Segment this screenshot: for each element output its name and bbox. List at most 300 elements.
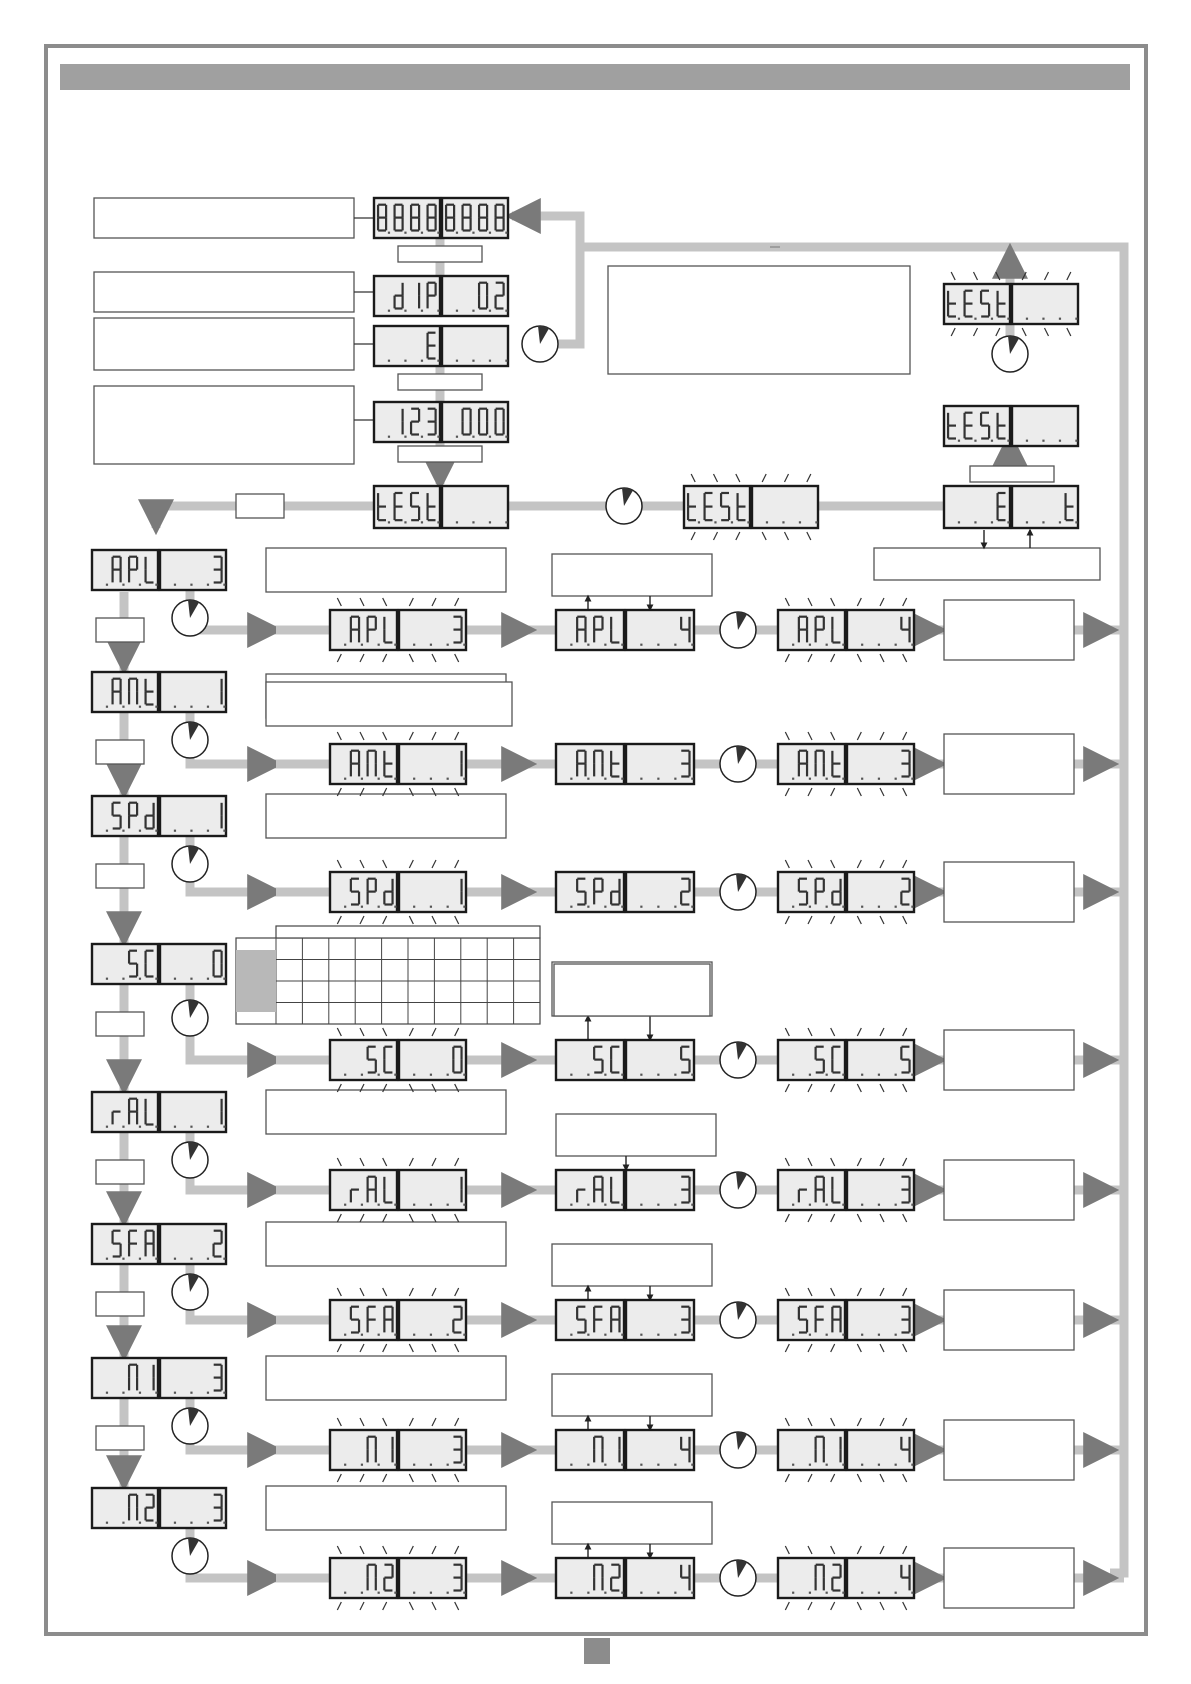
segment-a	[351, 1306, 359, 1308]
segment-e	[947, 426, 949, 439]
decimal-point	[792, 778, 794, 780]
display-e	[374, 326, 508, 366]
decimal-point	[570, 906, 572, 908]
ray	[337, 654, 341, 662]
decimal-point	[974, 318, 976, 320]
segment-c	[988, 426, 990, 439]
segment-d	[738, 519, 746, 521]
segment-b	[460, 1307, 462, 1320]
display-panel	[442, 486, 508, 528]
decimal-point	[911, 1464, 913, 1466]
ray	[808, 1158, 812, 1166]
segment-f	[367, 1565, 369, 1578]
segment-d	[368, 1071, 376, 1073]
decimal-point	[430, 644, 432, 646]
ray	[785, 1158, 789, 1166]
segment-f	[367, 1047, 369, 1060]
segment-g	[384, 891, 392, 893]
decimal-point	[421, 232, 423, 234]
segment-f	[426, 493, 428, 506]
ray	[337, 1158, 341, 1166]
segment-d	[463, 433, 471, 435]
decimal-point	[472, 521, 474, 523]
decimal-point	[958, 318, 960, 320]
segment-b	[435, 205, 437, 218]
decimal-point	[139, 584, 141, 586]
segment-b	[823, 751, 825, 764]
segment-d	[428, 229, 436, 231]
segment-a	[816, 1176, 824, 1178]
decimal-point	[122, 1522, 124, 1524]
ray	[360, 598, 364, 606]
decimal-point	[766, 521, 768, 523]
segment-f	[798, 751, 800, 764]
segment-a	[479, 282, 487, 284]
segment-f	[1064, 493, 1066, 506]
segment-a	[129, 1364, 137, 1366]
ray	[903, 598, 907, 606]
segment-g	[384, 763, 392, 765]
segment-e	[593, 1320, 595, 1333]
segment-a	[901, 750, 909, 752]
segment-b	[601, 617, 603, 630]
decimal-point	[861, 1464, 863, 1466]
segment-a	[411, 408, 419, 410]
decimal-point	[344, 778, 346, 780]
segment-b	[460, 879, 462, 892]
ray	[857, 598, 861, 606]
decimal-point	[958, 440, 960, 442]
decimal-point	[657, 1204, 659, 1206]
display-saved-rAL	[778, 1170, 914, 1210]
segment-c	[136, 1112, 138, 1125]
segment-c	[435, 218, 437, 231]
decimal-point	[640, 778, 642, 780]
segment-e	[367, 1190, 369, 1203]
ray	[785, 1028, 789, 1036]
decimal-point	[447, 1464, 449, 1466]
segment-g	[594, 1189, 602, 1191]
segment-c	[688, 1450, 690, 1463]
segment-e	[815, 1320, 817, 1333]
display-panel	[752, 486, 818, 528]
segment-d	[384, 775, 392, 777]
segment-e	[815, 892, 817, 905]
segment-d	[832, 641, 840, 643]
decimal-point	[106, 830, 108, 832]
decimal-point	[1007, 440, 1009, 442]
ray	[831, 788, 835, 796]
segment-b	[221, 951, 223, 964]
exit-desc-box	[874, 548, 1100, 580]
segment-e	[478, 296, 480, 309]
decimal-point	[792, 1204, 794, 1206]
segment-c	[120, 1244, 122, 1257]
segment-g	[901, 891, 909, 893]
decimal-point	[155, 706, 157, 708]
decimal-point	[1007, 318, 1009, 320]
decimal-point	[911, 778, 913, 780]
display-panel	[92, 1092, 158, 1132]
segment-c	[418, 296, 420, 309]
decimal-point	[489, 232, 491, 234]
decimal-point	[1059, 318, 1061, 320]
segment-e	[610, 1578, 612, 1591]
segment-c	[908, 1578, 910, 1591]
segment-a	[368, 1306, 376, 1308]
ray	[903, 1344, 907, 1352]
decimal-point	[640, 1334, 642, 1336]
segment-b	[806, 617, 808, 630]
segment-b	[391, 1565, 393, 1578]
segment-c	[908, 764, 910, 777]
decimal-point	[747, 521, 749, 523]
decimal-point	[1059, 521, 1061, 523]
segment-a	[496, 204, 504, 206]
segment-f	[410, 205, 412, 218]
segment-d	[378, 229, 386, 231]
segment-g	[998, 303, 1006, 305]
decimal-point	[155, 584, 157, 586]
decimal-point	[861, 906, 863, 908]
segment-b	[503, 409, 505, 422]
segment-g	[901, 1449, 909, 1451]
segment-b	[470, 205, 472, 218]
segment-g	[799, 763, 807, 765]
ray	[1022, 272, 1026, 280]
segment-d	[395, 229, 403, 231]
ray	[903, 1474, 907, 1482]
segment-d	[496, 433, 504, 435]
decimal-point	[106, 1392, 108, 1394]
segment-f	[576, 617, 578, 630]
ray	[360, 1344, 364, 1352]
segment-a	[368, 616, 376, 618]
segment-d	[832, 1071, 840, 1073]
segment-f	[367, 751, 369, 764]
decimal-point	[207, 830, 209, 832]
segment-g	[368, 1059, 376, 1061]
decimal-point	[361, 644, 363, 646]
segment-d	[721, 519, 729, 521]
segment-d	[453, 1589, 461, 1591]
decimal-point	[604, 1204, 606, 1206]
segment-f	[720, 493, 722, 506]
segment-e	[128, 1508, 130, 1521]
segment-g	[681, 1189, 689, 1191]
segment-c	[601, 1060, 603, 1073]
segment-e	[128, 1378, 130, 1391]
segment-a	[453, 1306, 461, 1308]
parameter-table	[236, 926, 540, 1024]
segment-a	[594, 1436, 602, 1438]
ray	[857, 1158, 861, 1166]
segment-a	[594, 1176, 602, 1178]
segment-c	[806, 764, 808, 777]
segment-d	[901, 775, 909, 777]
decimal-point	[792, 1074, 794, 1076]
segment-a	[378, 204, 386, 206]
ray	[360, 916, 364, 924]
segment-c	[460, 1060, 462, 1073]
decimal-point	[447, 1592, 449, 1594]
decimal-point	[842, 778, 844, 780]
segment-f	[144, 1099, 146, 1112]
decimal-point	[394, 1464, 396, 1466]
ray	[409, 860, 413, 868]
decimal-point	[861, 1204, 863, 1206]
ray	[974, 328, 978, 336]
display-test-top	[944, 284, 1078, 324]
segment-d	[681, 1071, 689, 1073]
segment-f	[350, 879, 352, 892]
ray	[409, 1602, 413, 1610]
decimal-point	[447, 1074, 449, 1076]
segment-a	[594, 1306, 602, 1308]
segment-g	[378, 505, 386, 507]
decimal-point	[139, 1258, 141, 1260]
segment-c	[136, 1378, 138, 1391]
segment-a	[594, 750, 602, 752]
decimal-point	[437, 521, 439, 523]
desc-box-1	[94, 198, 354, 238]
segment-d	[411, 229, 419, 231]
decimal-point	[463, 1592, 465, 1594]
segment-a	[146, 950, 154, 952]
segment-e	[393, 507, 395, 520]
decimal-point	[190, 1258, 192, 1260]
decimal-point	[842, 644, 844, 646]
segment-e	[610, 1190, 612, 1203]
decimal-point	[505, 310, 507, 312]
decimal-point	[895, 1464, 897, 1466]
segment-e	[461, 422, 463, 435]
segment-g	[395, 505, 403, 507]
result-box-n2	[944, 1548, 1074, 1608]
segment-c	[823, 1190, 825, 1203]
ray	[360, 1474, 364, 1482]
segment-d	[453, 1461, 461, 1463]
segment-c	[688, 764, 690, 777]
segment-f	[576, 1307, 578, 1320]
segment-b	[601, 1437, 603, 1450]
segment-f	[367, 1307, 369, 1320]
ray	[785, 654, 789, 662]
sc-desc-box	[554, 964, 710, 1016]
knob-top	[522, 326, 558, 362]
segment-f	[445, 205, 447, 218]
ray	[714, 474, 718, 482]
segment-a	[496, 282, 504, 284]
segment-b	[385, 205, 387, 218]
decimal-point	[911, 1204, 913, 1206]
segment-a	[577, 750, 585, 752]
display-saved-Ant	[778, 744, 914, 784]
segment-f	[426, 333, 428, 346]
segment-f	[350, 617, 352, 630]
segment-a	[816, 1306, 824, 1308]
decimal-point	[394, 644, 396, 646]
segment-f	[350, 751, 352, 764]
decimal-point	[463, 1334, 465, 1336]
segment-g	[577, 1319, 585, 1321]
decimal-point	[378, 1592, 380, 1594]
display-panel	[778, 610, 845, 650]
ray	[831, 1158, 835, 1166]
segment-a	[446, 204, 454, 206]
segment-c	[358, 764, 360, 777]
segment-f	[111, 679, 113, 692]
segment-e	[426, 296, 428, 309]
decimal-point	[430, 778, 432, 780]
segment-c	[908, 1060, 910, 1073]
decimal-point	[413, 1464, 415, 1466]
change-desc-box-SFA	[552, 1244, 712, 1286]
decimal-point	[190, 584, 192, 586]
decimal-point	[570, 1334, 572, 1336]
segment-e	[996, 304, 998, 317]
decimal-point	[861, 1334, 863, 1336]
segment-b	[221, 557, 223, 570]
segment-a	[832, 1564, 840, 1566]
decimal-point	[604, 644, 606, 646]
segment-e	[367, 892, 369, 905]
segment-f	[111, 557, 113, 570]
segment-b	[823, 1565, 825, 1578]
decimal-point	[174, 1522, 176, 1524]
display-change-rAL	[556, 1170, 694, 1210]
segment-c	[584, 764, 586, 777]
segment-g	[214, 569, 222, 571]
segment-f	[144, 951, 146, 964]
decimal-point	[570, 778, 572, 780]
segment-g	[901, 763, 909, 765]
ray	[808, 1546, 812, 1554]
ray	[808, 1602, 812, 1610]
segment-b	[601, 1565, 603, 1578]
decimal-point	[587, 644, 589, 646]
segment-g	[998, 425, 1006, 427]
ray	[337, 1602, 341, 1610]
segment-g	[113, 1243, 121, 1245]
decimal-point	[792, 1334, 794, 1336]
segment-c	[584, 630, 586, 643]
ray	[360, 1602, 364, 1610]
decimal-point	[657, 1592, 659, 1594]
decimal-point	[155, 978, 157, 980]
decimal-point	[604, 1074, 606, 1076]
ray	[831, 1546, 835, 1554]
segment-g	[351, 1189, 359, 1191]
info-box	[608, 266, 910, 374]
segment-e	[350, 630, 352, 643]
segment-d	[453, 641, 461, 643]
segment-c	[136, 1508, 138, 1521]
decimal-point	[621, 1592, 623, 1594]
segment-e	[831, 1578, 833, 1591]
segment-c	[221, 816, 223, 829]
display-panel	[778, 1170, 845, 1210]
segment-f	[593, 617, 595, 630]
segment-b	[688, 617, 690, 630]
segment-e	[831, 764, 833, 777]
display-change-SPd	[556, 872, 694, 912]
ray	[432, 1418, 436, 1426]
segment-g	[113, 1111, 121, 1113]
knob-param-SPd	[172, 846, 208, 882]
display-edit-rAL	[330, 1170, 466, 1210]
segment-b	[221, 1099, 223, 1112]
decimal-point	[174, 1258, 176, 1260]
segment-c	[806, 630, 808, 643]
segment-f	[383, 1177, 385, 1190]
ray	[785, 474, 789, 482]
decimal-point	[657, 1334, 659, 1336]
segment-f	[478, 409, 480, 422]
segment-b	[418, 409, 420, 422]
decimal-point	[570, 1204, 572, 1206]
decimal-point	[714, 521, 716, 523]
segment-f	[996, 413, 998, 426]
knob-param-APL	[172, 600, 208, 636]
decimal-point	[640, 644, 642, 646]
segment-c	[153, 1378, 155, 1391]
segment-g	[681, 629, 689, 631]
segment-c	[453, 218, 455, 231]
segment-g	[146, 815, 154, 817]
decimal-point	[826, 644, 828, 646]
segment-e	[963, 426, 965, 439]
decimal-point	[1075, 440, 1077, 442]
decimal-point	[799, 521, 801, 523]
segment-e	[963, 304, 965, 317]
segment-d	[681, 775, 689, 777]
ray	[880, 732, 884, 740]
segment-g	[496, 217, 504, 219]
segment-c	[908, 1190, 910, 1203]
segment-a	[901, 1176, 909, 1178]
decimal-point	[489, 310, 491, 312]
decimal-point	[505, 360, 507, 362]
segment-g	[129, 1111, 137, 1113]
segment-c	[601, 1190, 603, 1203]
segment-d	[611, 775, 619, 777]
segment-e	[212, 964, 214, 977]
segment-d	[214, 1255, 222, 1257]
segment-c	[688, 630, 690, 643]
decimal-point	[207, 584, 209, 586]
segment-e	[610, 1060, 612, 1073]
segment-g	[428, 217, 436, 219]
segment-e	[426, 346, 428, 359]
decimal-point	[792, 1592, 794, 1594]
segment-f	[947, 291, 949, 304]
ray	[808, 1288, 812, 1296]
segment-f	[494, 409, 496, 422]
display-saved-APL	[778, 610, 914, 650]
label-param-SPd	[96, 864, 144, 888]
param-desc-box-SPd	[266, 794, 506, 838]
segment-g	[411, 217, 419, 219]
ray	[432, 654, 436, 662]
decimal-point	[122, 1258, 124, 1260]
label-box-5	[236, 494, 284, 518]
ray	[337, 1546, 341, 1554]
decimal-point	[604, 778, 606, 780]
segment-b	[584, 617, 586, 630]
ray	[409, 1288, 413, 1296]
segment-a	[411, 492, 419, 494]
